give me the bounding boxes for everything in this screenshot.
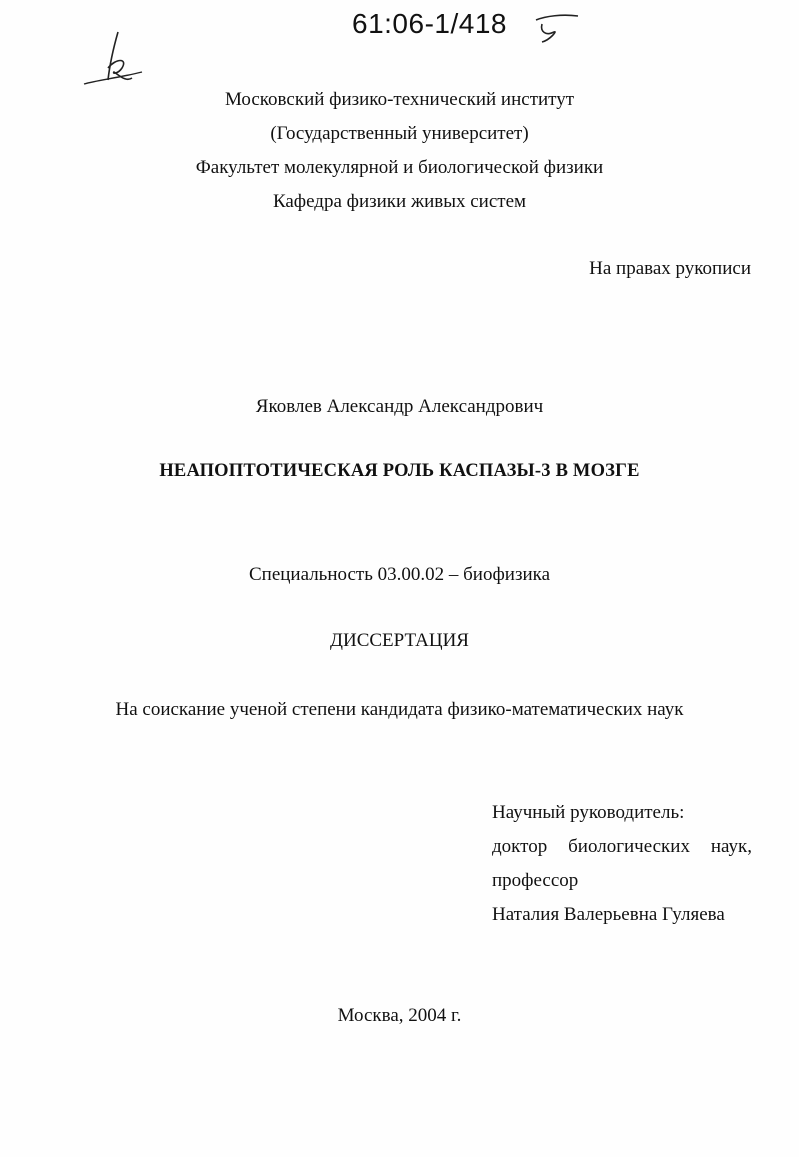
document-type: ДИССЕРТАЦИЯ: [330, 630, 469, 651]
handwritten-initial-mark: [78, 28, 150, 92]
degree-line: На соискание ученой степени кандидата физико-математических наук: [115, 699, 684, 720]
handwritten-squiggle-mark: [532, 10, 582, 46]
supervisor-block: [492, 801, 752, 937]
specialty-line: Специальность 03.00.02 – биофизика: [248, 564, 550, 585]
supervisor-label: Научный руководитель:: [492, 802, 685, 823]
supervisor-title-word: наук,: [710, 836, 752, 857]
place-and-year: Москва, 2004 г.: [337, 1005, 462, 1026]
supervisor-rank: профессор: [492, 870, 579, 891]
university-status: (Государственный университет): [270, 123, 529, 144]
supervisor-name: Наталия Валерьевна Гуляева: [492, 904, 725, 925]
author-name: Яковлев Александр Александрович: [255, 396, 544, 417]
dissertation-title: НЕАПОПТОТИЧЕСКАЯ РОЛЬ КАСПАЗЫ-3 В МОЗГЕ: [159, 461, 640, 481]
supervisor-title-word: биологических: [568, 836, 690, 857]
archive-code-stamp: 61:06-1/418: [352, 8, 507, 39]
institution-block: [0, 88, 799, 224]
institute-name: Московский физико-технический институт: [224, 89, 575, 110]
manuscript-rights-note: На правах рукописи: [589, 258, 751, 279]
faculty-name: Факультет молекулярной и биологической физики: [195, 157, 604, 178]
supervisor-title: [492, 835, 752, 869]
department-name: Кафедра физики живых систем: [272, 191, 527, 212]
supervisor-title-word: доктор: [492, 836, 548, 857]
